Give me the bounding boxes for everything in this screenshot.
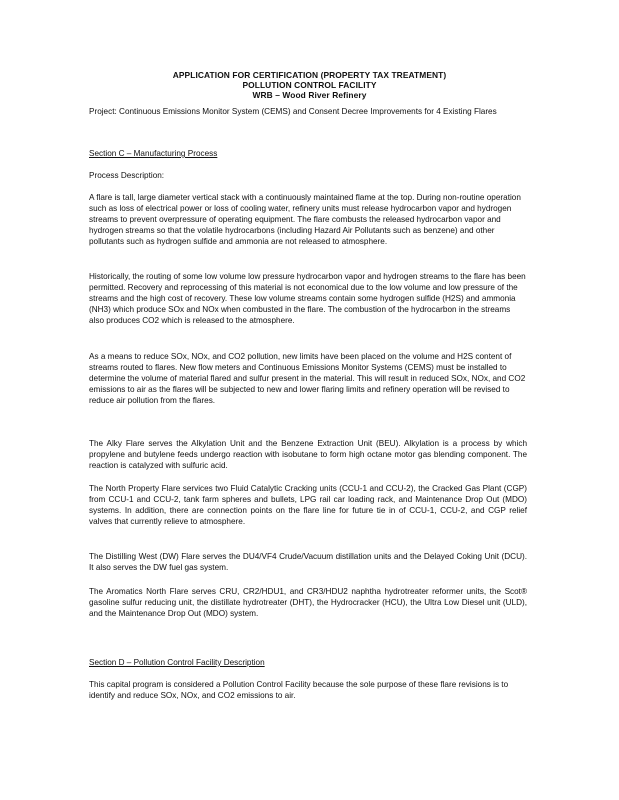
paragraph-alky-flare: The Alky Flare serves the Alkylation Unit and the Benzene Extraction Unit (BEU). Alkylation is a process by which propylene and butylene feeds undergo reaction with isobutane to form high octane motor gas blending component. The reaction is catalyzed with sulfuric acid. [89, 439, 527, 470]
header-title: APPLICATION FOR CERTIFICATION (PROPERTY TAX TREATMENT) [172, 70, 447, 80]
paragraph-history: Historically, the routing of some low volume low pressure hydrocarbon vapor and hydrogen streams to the flare has been permitted. Recovery and reprocessing of this material is not economical due to the low volume and low pressure of the streams and the high cost of recovery. These low volume streams contain some hydrogen sulfide (H2S) and ammonia (NH3) which produce SOx and NOx when combusted in the flare. The combustion of the hydrocarbon in the streams also produces CO2 which is released to the atmosphere. [89, 272, 526, 325]
process-description-label: Process Description: [89, 171, 165, 180]
section-d-heading: Section D – Pollution Control Facility Description [89, 658, 265, 667]
paragraph-north-property-flare: The North Property Flare services two Fluid Catalytic Cracking units (CCU-1 and CCU-2), the Cracked Gas Plant (CGP) from CCU-1 and CCU-2, tank farm spheres and bullets, LPG rail car loading rack, and Maintenance Drop Out (MDO) systems. In addition, there are connection points on the flare line for future tie in of CCU-1, CCU-2, and CGP relief valves that currently relieve to atmosphere. [89, 484, 527, 526]
header-subtitle: POLLUTION CONTROL FACILITY [242, 80, 377, 90]
section-c-heading: Section C – Manufacturing Process [89, 149, 218, 158]
paragraph-aromatics-north-flare: The Aromatics North Flare serves CRU, CR2/HDU1, and CR3/HDU2 naphtha hydrotreater reformer units, the Scot® gasoline sulfur reducing unit, the distillate hydrotreater (DHT), the Hydrocracker (HCU), the Ultra Low Diesel unit (ULD), and the Maintenance Drop Out (MDO) system. [89, 587, 527, 618]
paragraph-flare-definition: A flare is tall, large diameter vertical stack with a continuously maintained flame at the top. During non-routine operation such as loss of electrical power or loss of cooling water, refinery units must release hydrocarbon vapor and hydrogen streams to prevent overpressure of operating equipment. The flare combusts the released hydrocarbon vapor and hydrogen streams so that the volatile hydrocarbons (including Hazard Air Pollutants such as benzene) and other pollutants such as hydrogen sulfide and ammonia are not released to atmosphere. [89, 193, 521, 246]
document-header [0, 70, 619, 100]
paragraph-pollution-control: This capital program is considered a Pollution Control Facility because the sole purpose of these flare revisions is to identify and reduce SOx, NOx, and CO2 emissions to air. [89, 680, 509, 700]
paragraph-distilling-west-flare: The Distilling West (DW) Flare serves the DU4/VF4 Crude/Vacuum distillation units and the Delayed Coking Unit (DCU). It also serves the DW fuel gas system. [89, 552, 527, 572]
header-facility: WRB – Wood River Refinery [252, 90, 367, 100]
project-line: Project: Continuous Emissions Monitor System (CEMS) and Consent Decree Improvements for 4 Existing Flares [89, 107, 497, 116]
paragraph-new-limits: As a means to reduce SOx, NOx, and CO2 pollution, new limits have been placed on the volume and H2S content of streams routed to flares. New flow meters and Continuous Emissions Monitor Systems (CEMS) must be installed to determine the volume of material flared and sulfur present in the material. This will result in reduced SOx, NOx, and CO2 emissions to air as the flares will be subjected to new and lower flaring limits and refinery operation will be revised to reduce air pollution from the flares. [89, 352, 526, 405]
